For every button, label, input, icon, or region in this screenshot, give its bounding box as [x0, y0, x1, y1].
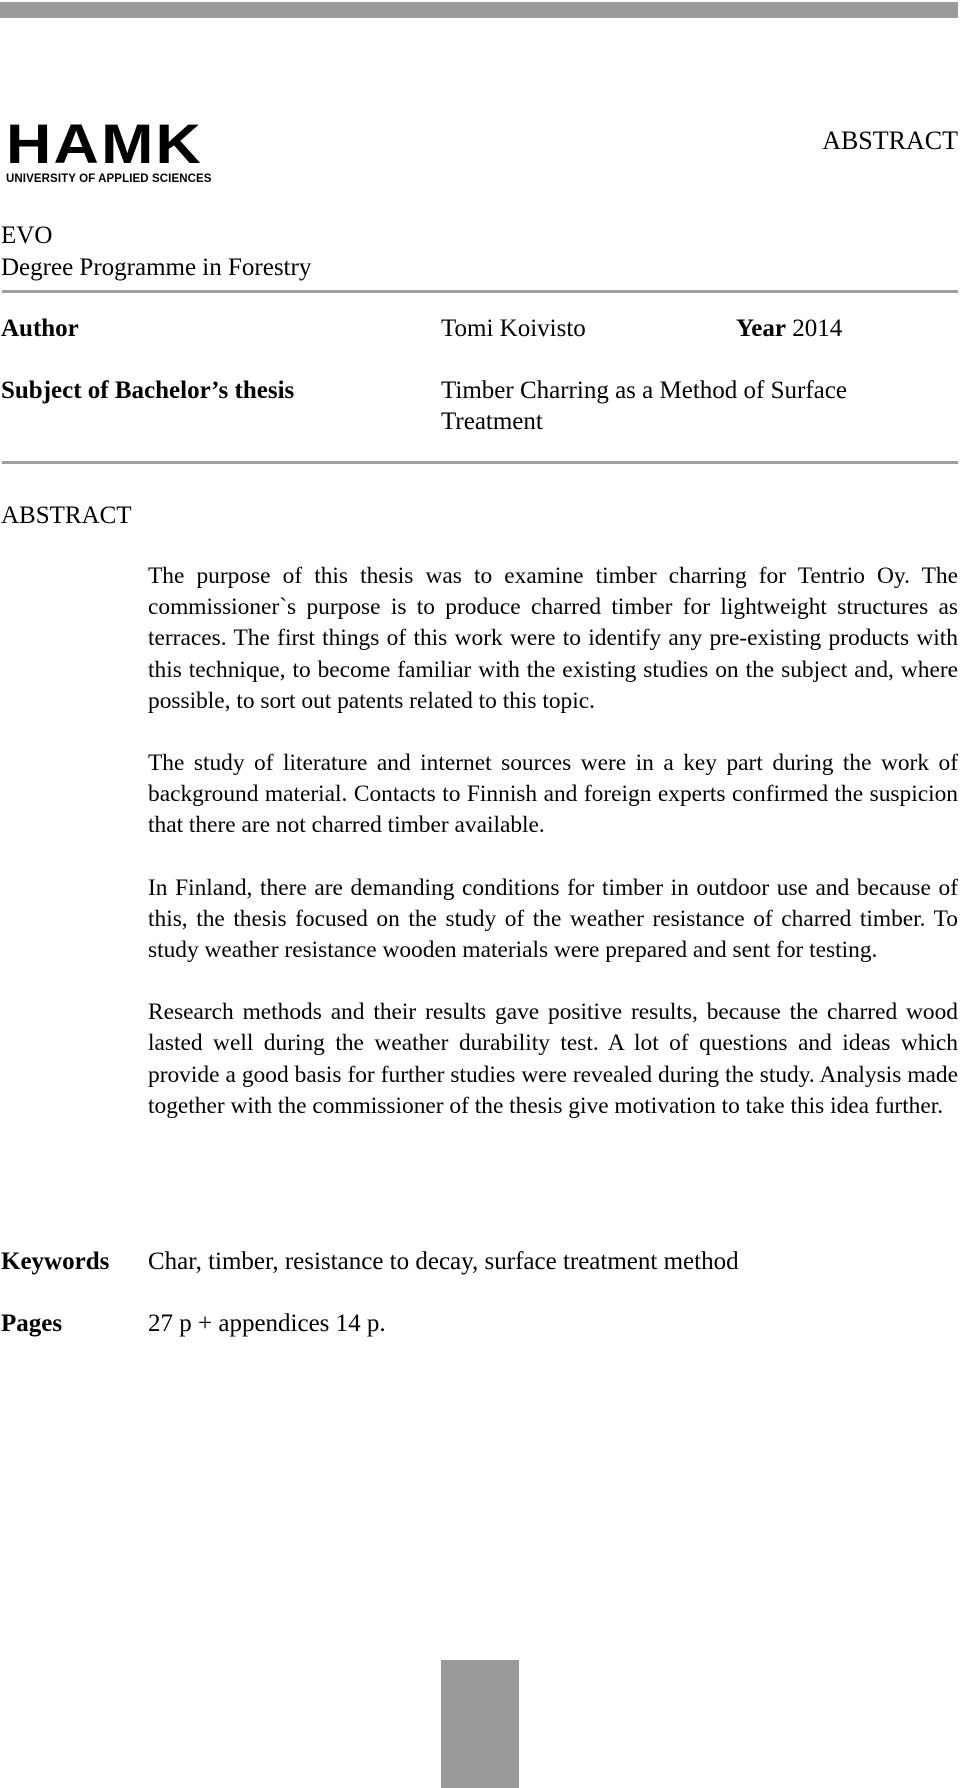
logo-subtitle: UNIVERSITY OF APPLIED SCIENCES	[6, 173, 212, 185]
year-label: Year	[736, 315, 786, 342]
department-unit: EVO	[1, 222, 53, 249]
author-value: Tomi Koivisto	[441, 315, 586, 342]
logo-wordmark: HAMK	[6, 112, 204, 175]
department-block	[1, 220, 311, 284]
abstract-paragraph: The purpose of this thesis was to examine timber charring for Tentrio Oy. The commissioner`s purpose is to produce charred timber for lightweight structures as terraces. The first things of this work were to identify any pre-existing products with this technique, to become familiar with the existing studies on the subject and, where possible, to sort out patents related to this topic.	[148, 563, 958, 714]
subject-value: Timber Charring as a Method of Surface Treatment	[441, 377, 847, 435]
page-footer-tab	[441, 1660, 519, 1788]
year-field	[736, 313, 842, 344]
top-decorative-bar	[0, 2, 958, 18]
divider-bottom	[2, 461, 958, 464]
degree-programme: Degree Programme in Forestry	[1, 254, 312, 281]
keywords-label: Keywords	[1, 1248, 110, 1275]
hamk-logo	[6, 112, 246, 186]
keywords-value: Char, timber, resistance to decay, surface treatment method	[148, 1248, 739, 1275]
abstract-heading: ABSTRACT	[1, 502, 132, 529]
pages-value: 27 p + appendices 14 p.	[148, 1310, 386, 1337]
author-label: Author	[1, 315, 79, 342]
abstract-body	[148, 561, 958, 1153]
year-value: 2014	[792, 315, 843, 342]
abstract-paragraph: Research methods and their results gave positive results, because the charred wood lasted well during the weather durability test. A lot of questions and ideas which provide a good basis for further studies were revealed during the study. Analysis made together with the commissioner of the thesis give motivation to take this idea further.	[148, 999, 958, 1119]
pages-label: Pages	[1, 1310, 63, 1337]
subject-label: Subject of Bachelor’s thesis	[1, 377, 295, 404]
abstract-paragraph: In Finland, there are demanding conditions for timber in outdoor use and because of this, the thesis focused on the study of the weather resistance of charred timber. To study weather resistance wooden materials were prepared and sent for testing.	[148, 874, 958, 964]
document-type-label: ABSTRACT	[822, 126, 958, 155]
abstract-paragraph: The study of literature and internet sources were in a key part during the work of background material. Contacts to Finnish and foreign experts confirmed the suspicion that there are not charred timber available.	[148, 750, 958, 839]
divider-top	[2, 290, 958, 293]
